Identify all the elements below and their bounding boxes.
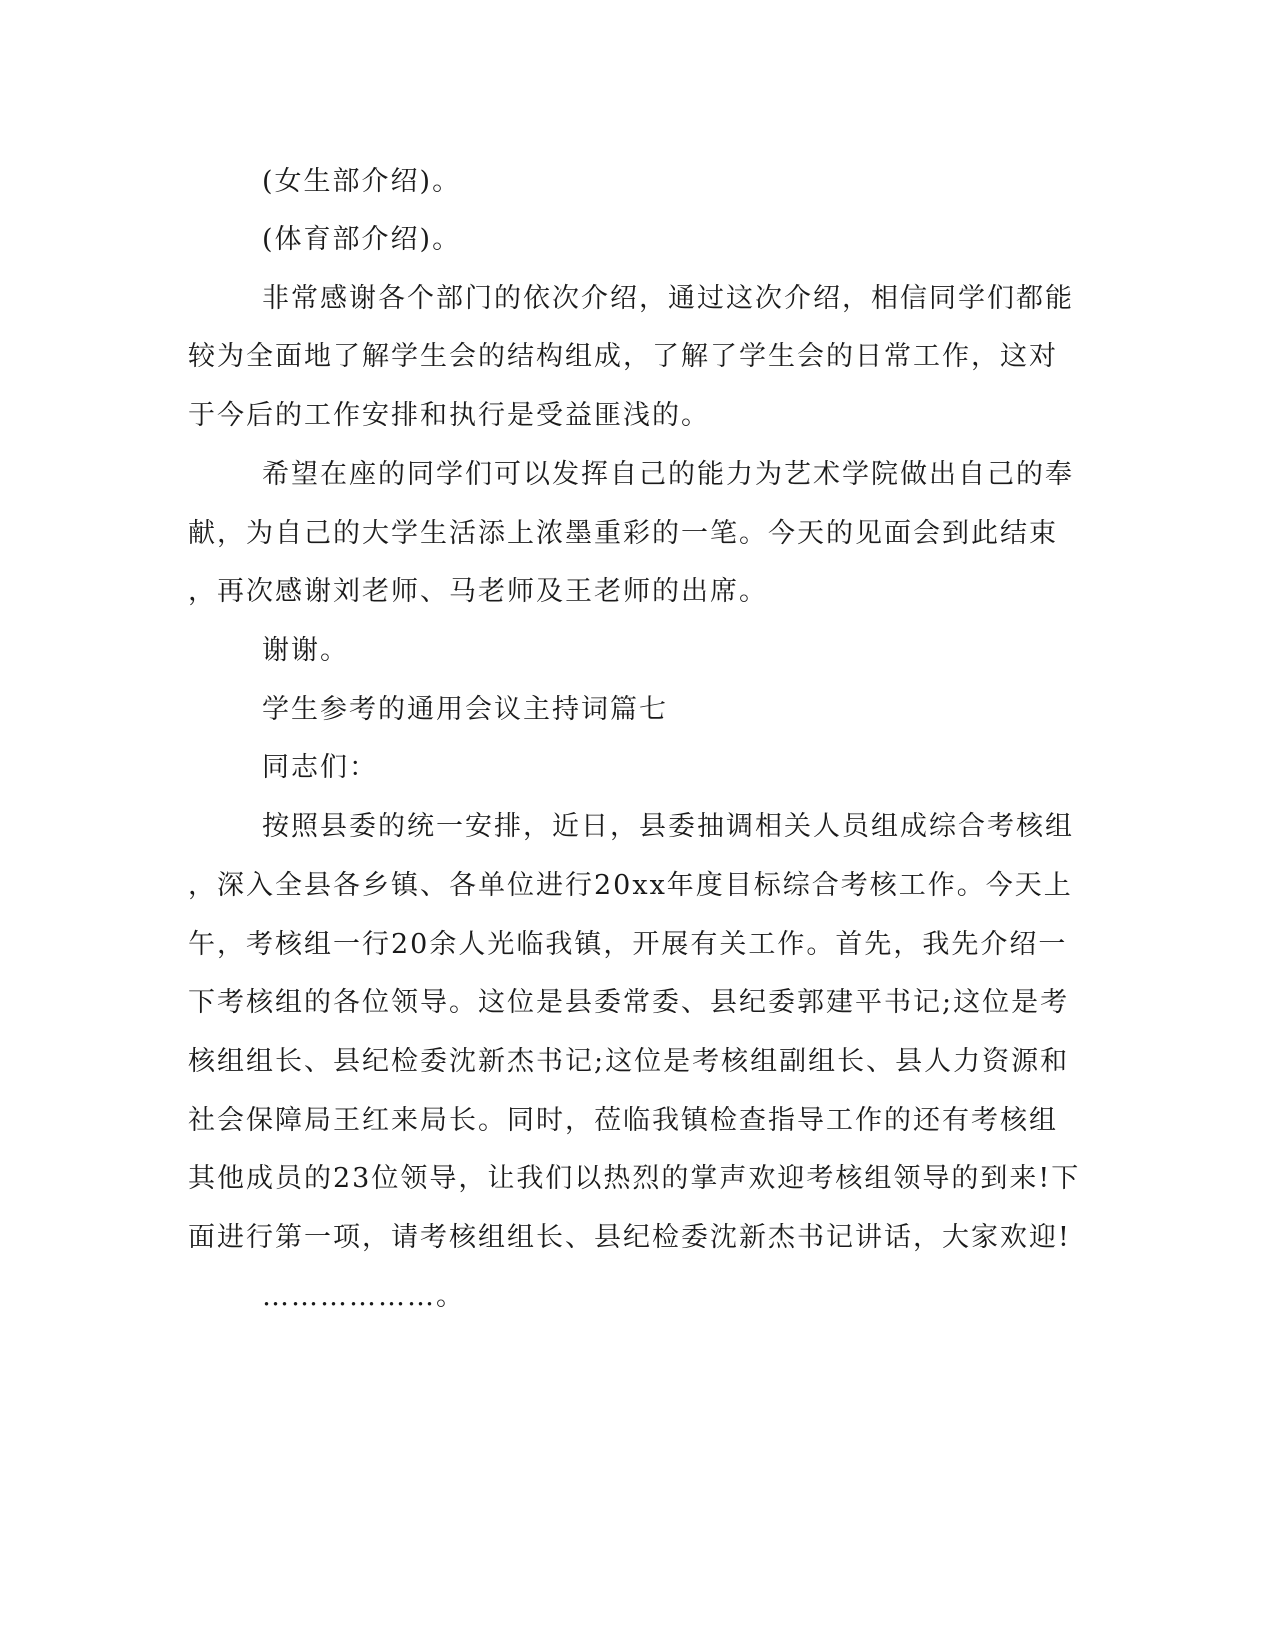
text-line: 下考核组的各位领导。这位是县委常委、县纪委郭建平书记;这位是考 (188, 987, 1070, 1018)
text-line: 献，为自己的大学生活添上浓墨重彩的一笔。今天的见面会到此结束 (188, 518, 1058, 549)
text-line: 谢谢。 (262, 635, 349, 666)
text-line: (女生部介绍)。 (262, 166, 462, 197)
text-line: (体育部介绍)。 (262, 224, 462, 255)
text-line: 按照县委的统一安排，近日，县委抽调相关人员组成综合考核组 (262, 811, 1074, 842)
text-line: 非常感谢各个部门的依次介绍，通过这次介绍，相信同学们都能 (262, 283, 1074, 314)
salutation: 同志们： (262, 752, 378, 783)
text-line: 午，考核组一行20余人光临我镇，开展有关工作。首先，我先介绍一 (188, 929, 1068, 960)
text-line: 社会保障局王红来局长。同时，莅临我镇检查指导工作的还有考核组 (188, 1105, 1058, 1136)
text-line: 希望在座的同学们可以发挥自己的能力为艺术学院做出自己的奉 (262, 459, 1074, 490)
text-line: 较为全面地了解学生会的结构组成，了解了学生会的日常工作，这对 (188, 341, 1058, 372)
text-line: 于今后的工作安排和执行是受益匪浅的。 (188, 400, 710, 431)
text-line: ，再次感谢刘老师、马老师及王老师的出席。 (188, 576, 768, 607)
text-line: 核组组长、县纪检委沈新杰书记;这位是考核组副组长、县人力资源和 (188, 1046, 1070, 1077)
ellipsis-line: ………………。 (262, 1281, 465, 1312)
text-line: ，深入全县各乡镇、各单位进行20xx年度目标综合考核工作。今天上 (188, 870, 1073, 901)
section-heading: 学生参考的通用会议主持词篇七 (262, 694, 668, 725)
text-line: 面进行第一项，请考核组组长、县纪检委沈新杰书记讲话，大家欢迎! (188, 1222, 1071, 1253)
text-line: 其他成员的23位领导，让我们以热烈的掌声欢迎考核组领导的到来!下 (188, 1163, 1081, 1194)
